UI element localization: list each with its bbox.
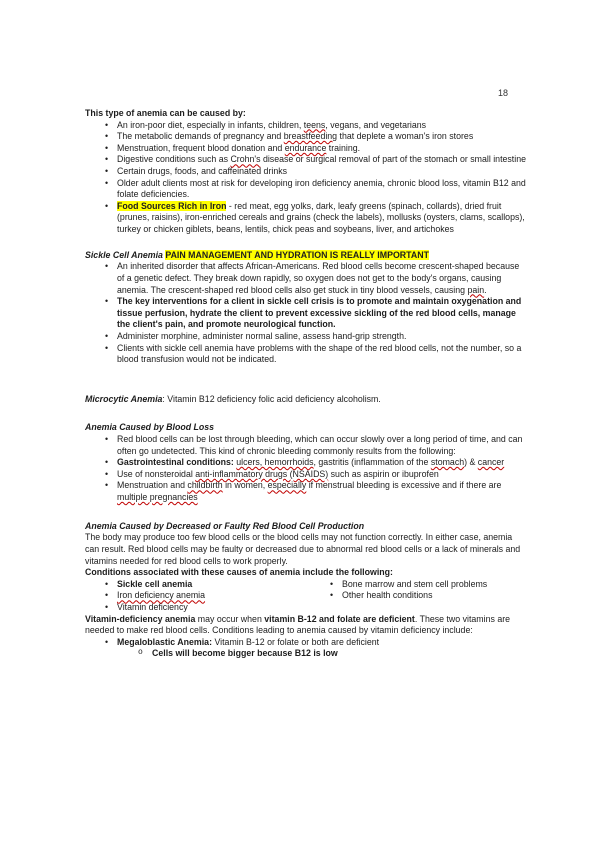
bullet-text — [342, 579, 527, 591]
bullet-text — [117, 154, 527, 166]
text-run: Administer morphine, administer normal saline, assess hand-grip strength. — [117, 330, 407, 341]
bullet-marker: • — [330, 578, 334, 589]
bullet-item — [85, 457, 527, 469]
bullet-item — [85, 178, 527, 201]
bullet-text — [117, 261, 527, 296]
column — [85, 579, 310, 614]
text-run: , gastritis (inflammation of the — [313, 457, 431, 468]
text-run: Clients with sickle cell anemia have problems with the shape of the red blood cells, not the number, so a blood transfusion would not be indicated. — [117, 342, 522, 365]
text-run: cancer — [477, 457, 505, 468]
bullet-text — [117, 143, 527, 155]
bullet-text — [117, 201, 527, 236]
text-run: , vegans, and vegetarians — [325, 119, 427, 130]
text-run: Sickle Cell Anemia — [85, 249, 166, 260]
text-run: Vitamin-deficiency anemia — [85, 613, 196, 624]
text-run: - red meat, egg yolks, dark, leafy greens (spinach, collards), dried fruit (prunes, raisins), iron-enriched cereals and grains (check the labels), mollusks (oysters, clams, scallops), turkey or chicken giblets, beans, lentils, chick peas and soybeans, liver, and artichokes — [117, 200, 525, 235]
text-run: may occur when — [195, 613, 265, 624]
bullet-item — [85, 296, 527, 331]
text-run: The key interventions for a client in sickle cell crisis is to promote and maintain oxygenation and tissue perfusion, hydrate the client to prevent excessive sickling of the red blood cells, manage the client's pain, and promote neurological function. — [117, 296, 522, 330]
text-run: Sickle cell anemia — [117, 578, 193, 589]
bullet-marker: • — [105, 131, 109, 142]
text-run: PAIN MANAGEMENT AND HYDRATION IS REALLY IMPORTANT — [165, 249, 429, 260]
text-run: teens — [303, 119, 326, 130]
bullet-marker: • — [105, 177, 109, 188]
bullet-item — [85, 201, 527, 236]
conditions-associated-line — [85, 567, 527, 579]
bullet-item — [310, 590, 527, 602]
text-run: Other health conditions — [342, 590, 433, 601]
spacer — [85, 405, 527, 422]
text-run: that deplete a woman's iron stores — [337, 131, 474, 142]
bullet-marker: • — [105, 261, 109, 272]
bullet-marker: • — [105, 590, 109, 601]
section-heading-faulty-production — [85, 521, 527, 533]
bullet-item — [85, 343, 527, 366]
bullet-text — [152, 648, 527, 660]
faulty-production-body — [85, 532, 527, 567]
column — [310, 579, 527, 614]
text-run: Red blood cells can be lost through bleeding, which can occur slowly over a long period of time, and can often go undetected. This kind of chronic bleeding commonly results from the following: — [117, 434, 523, 456]
text-run: . — [484, 284, 487, 295]
bullet-marker: • — [105, 342, 109, 353]
bullet-marker: • — [105, 578, 109, 589]
bullet-text — [117, 343, 527, 366]
text-run: if menstrual bleeding is excessive and if there are — [306, 480, 502, 491]
text-run: Crohn's — [230, 154, 261, 165]
text-run: Cells will become bigger because B12 is low — [152, 648, 338, 659]
bullet-item — [310, 579, 527, 591]
document-content — [85, 108, 527, 660]
bullet-marker: • — [105, 434, 109, 445]
page-number: 18 — [498, 88, 509, 98]
text-run: childbirth — [187, 480, 223, 491]
bullet-marker: • — [330, 590, 334, 601]
text-run: Digestive conditions such as — [117, 154, 231, 165]
text-run: such as aspirin or ibuprofen — [328, 468, 439, 479]
bullet-text — [117, 457, 527, 469]
bullet-text — [342, 590, 527, 602]
text-run: This type of anemia can be caused by: — [85, 108, 246, 118]
text-run: Use of nonsteroidal — [117, 468, 196, 479]
text-run: multiple pregnancies — [117, 492, 198, 503]
text-run: Food Sources Rich in Iron — [117, 200, 227, 211]
bullet-text — [117, 296, 527, 331]
text-run: breastfeeding — [283, 131, 338, 142]
text-run: The body may produce too few blood cells or the blood cells may not function correctly. In either case, anemia can result. Red blood cells may be faulty or decreased due to abnormal red blood cells or a lack of minerals and vitamins needed for red blood cells to work properly. — [85, 532, 521, 566]
bullet-text — [117, 166, 527, 178]
bullet-text — [117, 469, 527, 481]
bullet-marker: • — [105, 119, 109, 130]
text-run: Microcytic Anemia — [85, 393, 163, 404]
section-heading-blood-loss — [85, 422, 527, 434]
bullet-text — [117, 480, 527, 503]
bullet-item — [85, 480, 527, 503]
bullet-item — [85, 590, 310, 602]
text-run: An iron-poor diet, especially in infants, children, — [117, 119, 304, 130]
bullet-item — [85, 331, 527, 343]
text-run: in women, — [222, 480, 268, 491]
text-run: . These two vitamins are needed to make red blood cells. Conditions leading to anemia caused by vitamin deficiency include: — [85, 613, 511, 636]
text-run: pain — [467, 284, 485, 295]
text-run: ) & — [464, 457, 478, 468]
microcytic-anemia-line — [85, 394, 527, 406]
bullet-marker: • — [105, 166, 109, 177]
spacer — [85, 236, 527, 250]
section-heading-iron-deficiency-causes — [85, 108, 527, 120]
text-run: The metabolic demands of pregnancy and — [117, 131, 284, 142]
text-run: Megaloblastic Anemia: — [117, 636, 212, 647]
text-run: An inherited disorder that affects African-Americans. Red blood cells become crescent-shaped because of a genetic defect. They break down rapidly, so oxygen does not get to the body's organs, causing anemia. The crescent-shaped red blood cells also get stuck in tiny blood vessels, causing — [117, 261, 520, 295]
text-run: Anemia Caused by Decreased or Faulty Red Blood Cell Production — [85, 520, 365, 531]
text-run: stomach — [430, 457, 465, 468]
text-run: training. — [326, 142, 361, 153]
bullet-marker: • — [105, 457, 109, 468]
bullet-marker: • — [105, 154, 109, 165]
bullet-text — [117, 331, 527, 343]
bullet-item — [85, 131, 527, 143]
bullet-marker: • — [105, 142, 109, 153]
bullet-marker: • — [105, 601, 109, 612]
bullet-text — [117, 637, 527, 649]
text-run: ulcers, hemorrhoids — [236, 457, 314, 468]
text-run: Menstruation, frequent blood donation and — [117, 142, 285, 153]
text-run: Vitamin deficiency — [117, 601, 188, 612]
two-column-list — [85, 579, 527, 614]
text-run: especially — [267, 480, 307, 491]
bullet-marker: • — [105, 636, 109, 647]
bullet-marker: • — [105, 468, 109, 479]
bullet-text — [117, 602, 310, 614]
bullet-item — [85, 434, 527, 457]
text-run: Conditions associated with these causes of anemia include the following: — [85, 567, 393, 578]
text-run: vitamin B-12 and folate are deficient — [264, 613, 415, 624]
bullet-marker: o — [138, 648, 143, 658]
bullet-marker: • — [105, 480, 109, 491]
bullet-text — [117, 178, 527, 201]
text-run: Gastrointestinal conditions: — [117, 457, 234, 468]
bullet-text — [117, 120, 527, 132]
bullet-item — [85, 602, 310, 614]
bullet-marker: • — [105, 330, 109, 341]
text-run: Iron deficiency anemia — [117, 590, 206, 601]
bullet-text — [117, 590, 310, 602]
vitamin-deficiency-body — [85, 614, 527, 637]
text-run: anti-inflammatory drugs (NSAIDS) — [195, 468, 329, 479]
bullet-item — [85, 261, 527, 296]
bullet-text — [117, 434, 527, 457]
spacer — [85, 366, 527, 394]
text-run: Menstruation and — [117, 480, 188, 491]
text-run: disease or surgical removal of part of the stomach or small intestine — [260, 154, 526, 165]
bullet-item — [85, 154, 527, 166]
text-run: endurance — [284, 142, 327, 153]
spacer — [85, 504, 527, 521]
bullet-text — [117, 131, 527, 143]
bullet-marker: • — [105, 296, 109, 307]
text-run: Vitamin B-12 or folate or both are deficient — [212, 636, 380, 647]
text-run: Certain drugs, foods, and caffeinated drinks — [117, 166, 288, 177]
bullet-item — [85, 120, 527, 132]
bullet-item — [85, 166, 527, 178]
bullet-marker: • — [105, 200, 109, 211]
bullet-item — [85, 469, 527, 481]
bullet-item — [85, 579, 310, 591]
bullet-text — [117, 579, 310, 591]
bullet-item — [85, 648, 527, 660]
bullet-item — [85, 637, 527, 649]
text-run: : Vitamin B12 deficiency folic acid deficiency alcoholism. — [162, 393, 381, 404]
section-heading-sickle-cell — [85, 250, 527, 262]
text-run: Older adult clients most at risk for developing iron deficiency anemia, chronic blood loss, vitamin B12 and folate deficiencies. — [117, 177, 526, 200]
text-run: Bone marrow and stem cell problems — [342, 578, 488, 589]
text-run: Anemia Caused by Blood Loss — [85, 422, 215, 433]
bullet-item — [85, 143, 527, 155]
